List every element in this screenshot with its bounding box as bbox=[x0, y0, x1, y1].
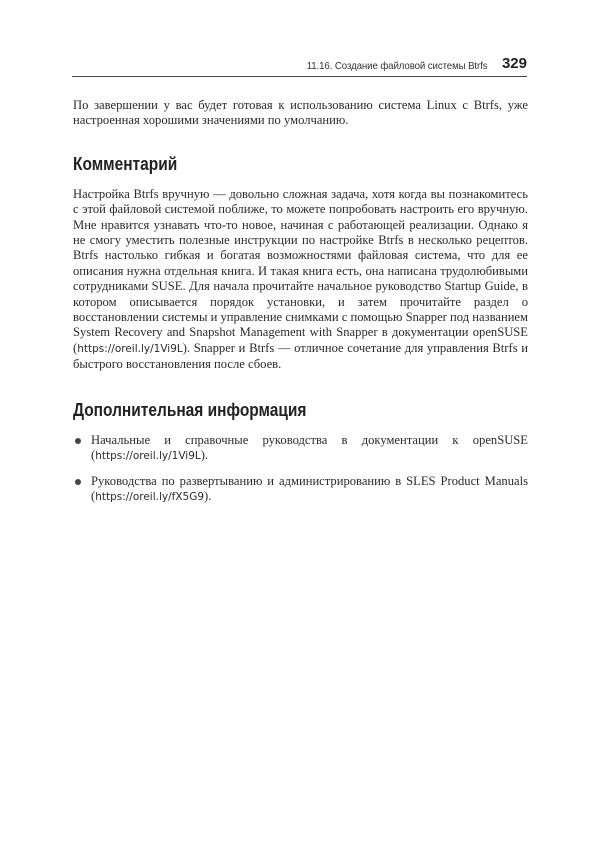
list-item-link[interactable]: https://oreil.ly/fX5G9 bbox=[95, 490, 205, 503]
running-header bbox=[72, 50, 527, 77]
list-text-part: Руководства по развертыванию и администрированию в SLES Product Manuals ( bbox=[91, 473, 528, 503]
list-text-part: ). bbox=[204, 488, 212, 503]
chapter-title: 11.16. Создание файловой системы Btrfs bbox=[307, 60, 488, 72]
list-item-text bbox=[91, 433, 528, 465]
list-item bbox=[73, 433, 528, 465]
page-body bbox=[73, 98, 528, 514]
comment-text-part: Настройка Btrfs вручную — довольно сложная задача, хотя когда вы познакомитесь с этой файловой системой поближе, то можете попробовать настроить его вручную. Мне нравится узнавать что-то новое, начиная с работающей реализации. Однако я не смогу уместить полезные инструкции по настройке Btrfs в несколько рецептов. Btrfs настолько гибкая и богатая возможностями файловая система, что для ее описания нужна отдельная книга. И такая книга есть, она написана трудолюбивыми сотрудниками SUSE. Для начала прочитайте начальное руководство Startup Guide, в котором описывается порядок установки, и затем прочитайте раздел о восстановлении системы и управление снимками с помощью Snapper под названием System Recovery and Snapshot Management with Snapper в документации openSUSE ( bbox=[73, 186, 528, 355]
list-item bbox=[73, 474, 528, 506]
comment-link[interactable]: https://oreil.ly/1Vi9L bbox=[77, 342, 183, 355]
list-item-text bbox=[91, 474, 528, 506]
intro-paragraph: По завершении у вас будет готовая к использованию система Linux с Btrfs, уже настроенная хорошими значениями по умолчанию. bbox=[73, 98, 528, 128]
list-text-part: ). bbox=[200, 448, 209, 463]
comment-heading: Комментарий bbox=[73, 153, 178, 174]
bullet-icon bbox=[75, 438, 81, 444]
more-info-heading: Дополнительная информация bbox=[73, 399, 307, 420]
comment-paragraph bbox=[73, 187, 528, 373]
list-item-link[interactable]: https://oreil.ly/1Vi9L bbox=[95, 450, 201, 463]
page-number: 329 bbox=[501, 55, 527, 72]
comment-text-part: ). Snapper и Btrfs — отличное сочетание для управления Btrfs и быстрого восстановления после сбоев. bbox=[73, 340, 528, 372]
bullet-icon bbox=[75, 479, 81, 485]
list-text-part: Начальные и справочные руководства в документации к openSUSE ( bbox=[91, 432, 528, 463]
more-info-list bbox=[73, 433, 528, 506]
